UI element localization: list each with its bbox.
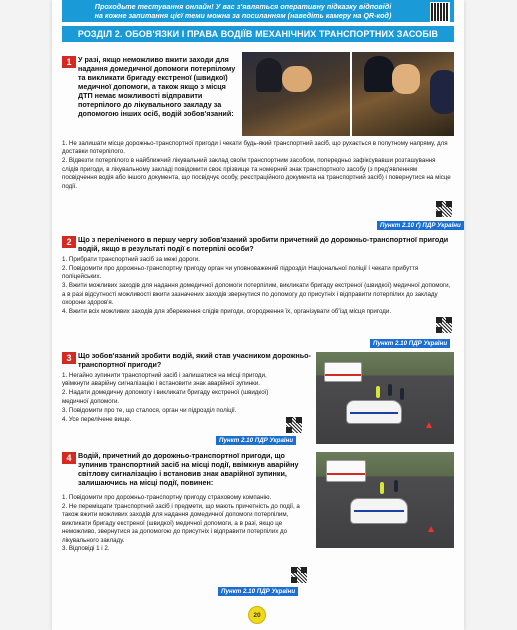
photo-person <box>256 58 282 92</box>
question-4-qr-code[interactable] <box>290 566 308 584</box>
answer-option[interactable]: 1. Не залишати місце дорожньо-транспортної пригоди і чекати будь-який транспортний засіб, що рухається в попутному напряму, для доставки потерпілого. <box>62 140 448 156</box>
question-4-text: Водій, причетний до дорожньо-транспортної пригоди, що зупинив транспортний засіб на місці події, ввімкнув аварійну світлову сигналізацію і встановив знак аварійної зупинки, залишаючись на місці події, повинен: <box>78 451 299 487</box>
question-1-text: У разі, якщо неможливо вжити заходи для надання домедичної допомоги потерпілому та викликати бригаду екстреної (швидкої) медичної допомоги, а також якщо з місця ДТП немає можливості відправити потерпілого до лікувального закладу за допомогою інших осіб, водій зобов'язаний: <box>78 55 236 118</box>
police-car-stripe <box>350 412 398 414</box>
answer-option[interactable]: 4. Вжити всіх можливих заходів для збереження слідів пригоди, огородження їх, організувати об'їзд місця пригоди. <box>62 307 392 315</box>
ambulance <box>324 362 362 382</box>
question-3-text: Що зобов'язаний зробити водій, який став учасником дорожньо-транспортної пригоди? <box>78 351 311 369</box>
answer-option[interactable]: 2. Відвезти потерпілого в найближчий лікувальний заклад своїм транспортним засобом, попередньо зафіксувавши розташування слідів пригоди, в лікувальному закладі повідомити своє прізвище та номерний знак транспортного засобу (з пред'явленням посвідчення водія або іншого документа, що посвідчує особу, реєстраційного документа на транспортний засіб) і повернутися на місце події. <box>62 157 451 190</box>
question-1-answers <box>62 140 452 191</box>
photo-divider <box>350 52 352 136</box>
question-1-photo <box>242 52 454 136</box>
warning-triangle-icon <box>428 526 434 532</box>
book-page <box>52 0 464 630</box>
question-3-photo <box>316 352 454 444</box>
answer-option[interactable]: 3. Відповіді 1 і 2. <box>62 545 110 553</box>
question-3-reference: Пункт 2.10 ПДР України <box>216 436 296 445</box>
photo-person <box>282 66 312 92</box>
photo-person <box>430 70 454 114</box>
question-4-answers <box>62 494 314 554</box>
question-1-reference: Пункт 2.10 ґ) ПДР України <box>377 221 464 230</box>
question-2-qr-code[interactable] <box>435 316 453 334</box>
answer-option[interactable]: 4. Усе перелічене вище. <box>62 415 132 423</box>
answer-option[interactable]: 2. Надати домедичну допомогу і викликати бригаду екстреної (швидкої) медичної допомоги. <box>62 389 269 405</box>
photo-person <box>376 386 380 398</box>
question-3-number: 3 <box>62 352 76 364</box>
banner-line-1: Проходьте тестування онлайн! У вас з'являться оперативну підказку відповіді <box>94 2 392 11</box>
question-3-qr-code[interactable] <box>285 416 303 434</box>
question-2-reference: Пункт 2.10 ПДР України <box>370 339 450 348</box>
answer-option[interactable]: 1. Повідомити про дорожньо-транспортну пригоду страховому компанію. <box>62 494 272 501</box>
photo-person <box>380 482 384 494</box>
online-test-banner <box>62 0 454 22</box>
section-title: РОЗДІЛ 2. ОБОВ'ЯЗКИ І ПРАВА ВОДІЇВ МЕХАНІЧНИХ ТРАНСПОРТНИХ ЗАСОБІВ <box>62 26 454 42</box>
question-1-qr-code[interactable] <box>435 200 453 218</box>
question-2-text: Що з переліченого в першу чергу зобов'язаний зробити причетний до дорожньо-транспортної пригоди водій, якщо в результаті події є потерпілі особи? <box>78 235 449 253</box>
photo-person <box>400 388 404 400</box>
photo-person <box>392 64 420 94</box>
banner-line-2: на кожне запитання цієї теми можна за посиланням (наведіть камеру на QR-код) <box>94 11 392 20</box>
ambulance <box>326 460 366 482</box>
question-3-answers <box>62 372 280 424</box>
page-number: 20 <box>248 606 266 624</box>
banner-qr-code[interactable] <box>430 2 450 22</box>
answer-option[interactable]: 2. Повідомити про дорожньо-транспортну пригоду орган чи уповноважений підрозділ Національної поліції і чекати прибуття поліцейських. <box>62 264 419 281</box>
question-1-number: 1 <box>62 56 76 68</box>
question-4-photo <box>316 452 454 548</box>
police-car-stripe <box>354 510 404 512</box>
ambulance-stripe <box>325 374 361 376</box>
answer-option[interactable]: 1. Негайно зупинити транспортний засіб і залишатися на місці пригоди, увімкнути аварійну сигналізацію і встановити знак аварійної зупинки. <box>62 372 267 388</box>
answer-option[interactable]: 2. Не переміщати транспортний засіб і предмети, що мають причетність до події, а також вжити можливих заходів для надання домедичної допомоги потерпілим, викликати бригаду екстреної (швидкої) медичної допомоги, а в разі, якщо це неможливо, звернутися за допомогою до присутніх і відправити потерпілих до лікувального закладу. <box>62 502 300 544</box>
answer-option[interactable]: 3. Повідомити про те, що сталося, орган чи підрозділ поліції. <box>62 406 237 414</box>
ambulance-stripe <box>327 473 365 475</box>
answer-option[interactable]: 3. Вжити можливих заходів для надання домедичної допомоги потерпілим, викликати бригаду екстреної (швидкої) медичної допомоги, а в разі відсутності можливості вжити зазначених заходів звернутися по допомогу до присутніх і відправити потерпілих до закладу охорони здоров'я. <box>62 282 451 307</box>
photo-person <box>388 384 392 396</box>
question-2-answers <box>62 256 452 317</box>
warning-triangle-icon <box>426 422 432 428</box>
question-4-reference: Пункт 2.10 ПДР України <box>218 587 298 596</box>
question-2-number: 2 <box>62 236 76 248</box>
question-4-number: 4 <box>62 452 76 464</box>
photo-person <box>394 480 398 492</box>
photo-person <box>364 56 394 92</box>
answer-option[interactable]: 1. Прибрати транспортний засіб за межі дороги. <box>62 256 200 263</box>
